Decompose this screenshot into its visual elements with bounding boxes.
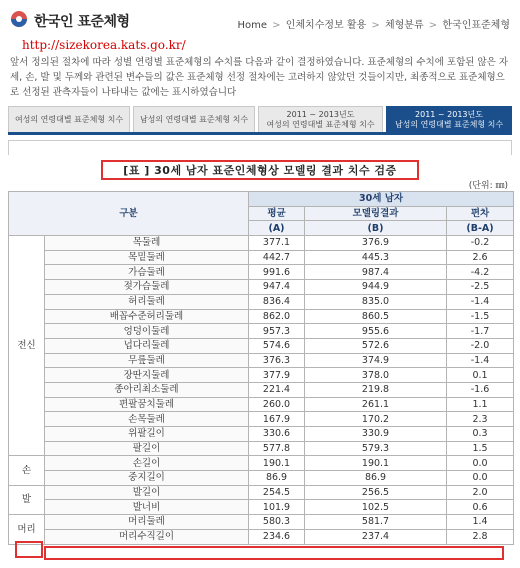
item-cell: 종아리최소둘레	[45, 382, 249, 397]
model-cell: 445.3	[305, 250, 447, 265]
mean-cell: 86.9	[249, 471, 305, 486]
mean-cell: 221.4	[249, 382, 305, 397]
model-cell: 170.2	[305, 412, 447, 427]
table-row	[9, 368, 514, 383]
measurement-table	[8, 191, 514, 545]
table-row	[9, 456, 514, 471]
content-frame	[8, 140, 512, 155]
category-cell: 손	[9, 456, 45, 485]
item-cell: 팔길이	[45, 441, 249, 456]
item-cell: 허리둘레	[45, 294, 249, 309]
breadcrumb	[237, 16, 510, 31]
deviation-cell: 0.0	[447, 471, 514, 486]
table-row	[9, 485, 514, 500]
breadcrumb-current: 한국인표준체형	[442, 20, 510, 31]
deviation-cell: 0.3	[447, 427, 514, 442]
deviation-cell: -0.2	[447, 236, 514, 251]
model-cell: 860.5	[305, 309, 447, 324]
model-cell: 378.0	[305, 368, 447, 383]
model-cell: 237.4	[305, 529, 447, 544]
tab-male-sizes[interactable]: 남성의 연령대별 표준체형 치수	[133, 106, 255, 132]
deviation-cell: 2.3	[447, 412, 514, 427]
deviation-cell: -1.7	[447, 324, 514, 339]
model-cell: 261.1	[305, 397, 447, 412]
model-cell: 572.6	[305, 338, 447, 353]
table-row	[9, 412, 514, 427]
deviation-cell: 2.0	[447, 485, 514, 500]
table-row	[9, 294, 514, 309]
item-cell: 머리둘레	[45, 515, 249, 530]
item-cell: 목둘레	[45, 236, 249, 251]
mean-cell: 947.4	[249, 280, 305, 295]
item-cell: 중지길이	[45, 471, 249, 486]
table-row	[9, 265, 514, 280]
model-cell: 256.5	[305, 485, 447, 500]
tab-male-sizes-2011-2013[interactable]: 2011 ~ 2013년도 남성의 연령대별 표준체형 치수	[386, 106, 512, 132]
header-model: 모델링결과	[305, 206, 447, 221]
header-deviation-code: (B-A)	[447, 221, 514, 236]
item-cell: 배꼽수준허리둘레	[45, 309, 249, 324]
table-row	[9, 515, 514, 530]
table-row	[9, 309, 514, 324]
table-row	[9, 338, 514, 353]
tab-female-sizes-2011-2013[interactable]: 2011 ~ 2013년도 여성의 연령대별 표준체형 치수	[258, 106, 383, 132]
breadcrumb-separator: >	[371, 20, 380, 31]
model-cell: 376.9	[305, 236, 447, 251]
deviation-cell: 1.4	[447, 515, 514, 530]
deviation-cell: 1.1	[447, 397, 514, 412]
mean-cell: 957.3	[249, 324, 305, 339]
table-row	[9, 397, 514, 412]
model-cell: 835.0	[305, 294, 447, 309]
item-cell: 목밑둘레	[45, 250, 249, 265]
item-cell: 손길이	[45, 456, 249, 471]
breadcrumb-separator: >	[428, 20, 438, 31]
deviation-cell: -1.6	[447, 382, 514, 397]
table-row	[9, 324, 514, 339]
item-cell: 젖가슴둘레	[45, 280, 249, 295]
mean-cell: 580.3	[249, 515, 305, 530]
model-cell: 581.7	[305, 515, 447, 530]
deviation-cell: -2.0	[447, 338, 514, 353]
deviation-cell: 0.0	[447, 456, 514, 471]
mean-cell: 836.4	[249, 294, 305, 309]
table-title: [표 ] 30세 남자 표준인체형상 모델링 결과 치수 검증	[101, 160, 419, 180]
header-mean-code: (A)	[249, 221, 305, 236]
breadcrumb-link[interactable]: 체형분류	[384, 20, 424, 31]
table-row	[9, 250, 514, 265]
mean-cell: 254.5	[249, 485, 305, 500]
category-cell: 머리	[9, 515, 45, 544]
item-cell: 손목둘레	[45, 412, 249, 427]
mean-cell: 376.3	[249, 353, 305, 368]
model-cell: 944.9	[305, 280, 447, 295]
model-cell: 219.8	[305, 382, 447, 397]
model-cell: 579.3	[305, 441, 447, 456]
header-mean: 평균	[249, 206, 305, 221]
logo-text: 한국인 표준체형	[34, 14, 130, 30]
item-cell: 엉덩이둘레	[45, 324, 249, 339]
mean-cell: 330.6	[249, 427, 305, 442]
site-header	[0, 0, 520, 40]
header-deviation: 편차	[447, 206, 514, 221]
mean-cell: 574.6	[249, 338, 305, 353]
logo-icon	[10, 10, 28, 28]
breadcrumb-link[interactable]: 인체치수정보 활용	[285, 20, 367, 31]
header-group: 30세 남자	[249, 192, 514, 207]
category-cell: 발	[9, 485, 45, 514]
header-model-code: (B)	[305, 221, 447, 236]
mean-cell: 167.9	[249, 412, 305, 427]
table-row	[9, 471, 514, 486]
item-cell: 발길이	[45, 485, 249, 500]
deviation-cell: 2.6	[447, 250, 514, 265]
item-cell: 장딴지둘레	[45, 368, 249, 383]
deviation-cell: -1.4	[447, 353, 514, 368]
model-cell: 987.4	[305, 265, 447, 280]
breadcrumb-separator: >	[272, 20, 281, 31]
model-cell: 955.6	[305, 324, 447, 339]
source-url: http://sizekorea.kats.go.kr/	[22, 38, 186, 52]
table-row	[9, 529, 514, 544]
tab-bar	[8, 106, 512, 135]
item-cell: 가슴둘레	[45, 265, 249, 280]
model-cell: 374.9	[305, 353, 447, 368]
mean-cell: 577.8	[249, 441, 305, 456]
mean-cell: 234.6	[249, 529, 305, 544]
table-row	[9, 353, 514, 368]
table-row	[9, 441, 514, 456]
breadcrumb-home-link[interactable]: Home	[237, 20, 267, 31]
item-cell: 발너비	[45, 500, 249, 515]
item-cell: 무릎둘레	[45, 353, 249, 368]
deviation-cell: -2.5	[447, 280, 514, 295]
deviation-cell: -1.5	[447, 309, 514, 324]
intro-text: 앞서 정의된 절차에 따라 성별 연령별 표준체형의 수치를 다음과 같이 결정하였습니다. 표준체형의 수치에 포함된 않은 자세, 손, 발 및 두께와 관련된 변수들의 값은 표준체형 선정 절차에는 고려하지 않았던 것들이지만, 최종적으로 표준체형으로 선정된 관측자들이 나타내는 값에는 표시하였습니다	[10, 57, 508, 98]
model-cell: 86.9	[305, 471, 447, 486]
model-cell: 102.5	[305, 500, 447, 515]
mean-cell: 377.9	[249, 368, 305, 383]
mean-cell: 101.9	[249, 500, 305, 515]
category-cell: 전신	[9, 236, 45, 456]
item-cell: 넙다리둘레	[45, 338, 249, 353]
mean-cell: 190.1	[249, 456, 305, 471]
deviation-cell: -1.4	[447, 294, 514, 309]
item-cell: 위팔길이	[45, 427, 249, 442]
deviation-cell: 0.6	[447, 500, 514, 515]
tab-female-sizes[interactable]: 여성의 연령대별 표준체형 치수	[8, 106, 130, 132]
highlight-row-marker	[44, 546, 504, 560]
item-cell: 머리수직길이	[45, 529, 249, 544]
model-cell: 190.1	[305, 456, 447, 471]
model-cell: 330.9	[305, 427, 447, 442]
table-row	[9, 427, 514, 442]
table-row	[9, 500, 514, 515]
table-row	[9, 236, 514, 251]
deviation-cell: -4.2	[447, 265, 514, 280]
mean-cell: 991.6	[249, 265, 305, 280]
mean-cell: 862.0	[249, 309, 305, 324]
item-cell: 편팔꿈치둘레	[45, 397, 249, 412]
deviation-cell: 0.1	[447, 368, 514, 383]
table-row	[9, 280, 514, 295]
mean-cell: 260.0	[249, 397, 305, 412]
deviation-cell: 2.8	[447, 529, 514, 544]
unit-label: (단위: ㎜)	[468, 181, 508, 191]
mean-cell: 377.1	[249, 236, 305, 251]
deviation-cell: 1.5	[447, 441, 514, 456]
table-row	[9, 382, 514, 397]
mean-cell: 442.7	[249, 250, 305, 265]
header-category: 구분	[9, 192, 249, 236]
